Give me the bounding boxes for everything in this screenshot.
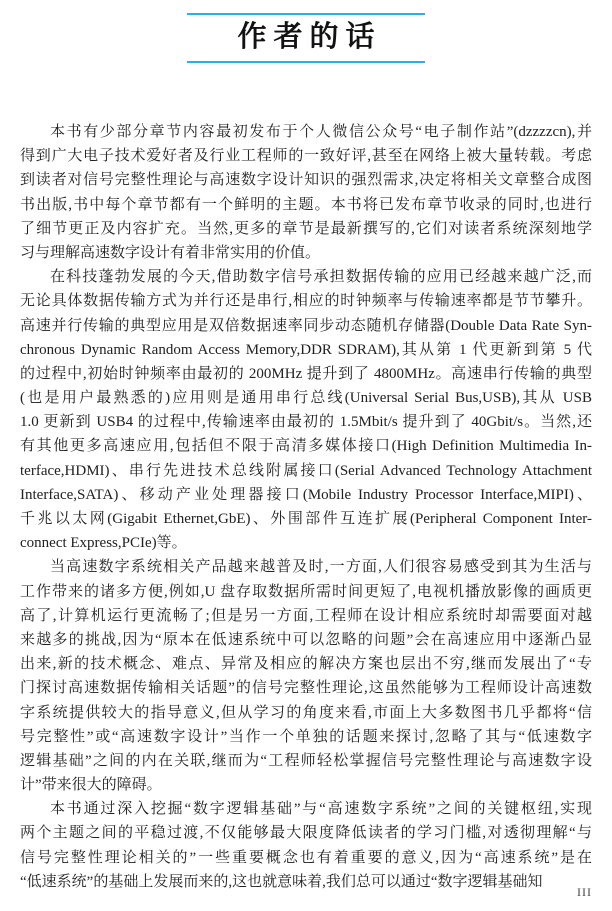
text-line: 有其他更多高速应用,包括但不限于高清多媒体接口(High Definition Multimedia In-	[20, 438, 592, 455]
text-line: 到读者对信号完整性理论与高速数字设计知识的强烈需求,决定将相关文章整合成图	[20, 172, 592, 189]
page-number: III	[577, 885, 592, 899]
text-line: 逻辑基础”之间的内在关联,继而为“工程师轻松掌握信号完整性理论与高速数字设	[20, 752, 592, 769]
text-line: 本书有少部分章节内容最初发布于个人微信公众号“电子制作站”(dzzzzcn),并	[50, 124, 592, 140]
text-line: (也是用户最熟悉的)应用则是通用串行总线(Universal Serial Bus,USB),其从 USB	[20, 390, 592, 407]
text-line: Interface,SATA)、移动产业处理器接口(Mobile Industry Processor Interface,MIPI)、	[20, 486, 592, 503]
text-line: 当高速数字系统相关产品越来越普及时,一方面,人们很容易感受到其为生活与	[50, 559, 592, 576]
text-line: 无论具体数据传输方式为并行还是串行,相应的时钟频率与传输速率都是节节攀升。	[20, 293, 592, 310]
text-line: 得到广大电子技术爱好者及行业工程师的一致好评,甚至在网络上被大量转载。考虑	[20, 148, 592, 165]
text-line: 本书通过深入挖掘“数字逻辑基础”与“高速数字系统”之间的关键枢纽,实现	[50, 801, 592, 818]
text-line: 习与理解高速数字设计有着非常实用的价值。	[20, 244, 321, 261]
text-line: 的过程中,初始时钟频率由最初的 200MHz 提升到了 4800MHz。高速串行传输的典型	[20, 365, 592, 382]
text-line: chronous Dynamic Random Access Memory,DDR SDRAM),其从第 1 代更新到第 5 代	[20, 341, 592, 358]
text-line: 在科技蓬勃发展的今天,借助数字信号承担数据传输的应用已经越来越广泛,而	[50, 269, 592, 286]
chapter-title-block	[187, 13, 425, 63]
text-line: 信号完整性理论相关的”一些重要概念也有着重要的意义,因为“高速系统”是在	[20, 849, 592, 866]
body-text	[20, 120, 592, 894]
text-line: 字系统提供较大的指导意义,但从学习的角度来看,市面上大多数图书几乎都将“信	[20, 704, 592, 721]
text-line: 工作带来的诸多方便,例如,U 盘存取数据所需时间更短了,电视机播放影像的画质更	[20, 583, 592, 600]
text-line: 来越多的挑战,因为“原本在低速系统中可以忽略的问题”会在高速应用中逐渐凸显	[20, 631, 592, 648]
text-line: 两个主题之间的平稳过渡,不仅能够最大限度降低读者的学习门槛,对透彻理解“与	[20, 825, 592, 842]
text-line: 计”带来很大的障碍。	[20, 777, 162, 794]
text-line: 高速并行传输的典型应用是双倍数据速率同步动态随机存储器(Double Data Rate Syn-	[20, 317, 592, 334]
text-line: 高了,计算机运行更流畅了;但是另一方面,工程师在设计相应系统时却需要面对越	[20, 607, 592, 624]
text-line: connect Express,PCIe)等。	[20, 535, 187, 552]
text-line: terface,HDMI)、串行先进技术总线附属接口(Serial Advanced Technology Attachment	[20, 462, 592, 479]
text-line: 号完整性”或“高速数字设计”当作一个单独的话题来探讨,忽略了其与“低速数字	[20, 728, 592, 745]
text-line: “低速系统”的基础上发展而来的,这也就意味着,我们总可以通过“数字逻辑基础知	[20, 873, 543, 890]
text-line: 出来,新的技术概念、难点、异常及相应的解决方案也层出不穷,继而发展出了“专	[20, 656, 592, 673]
text-line: 了细节更正及内容扩充。当然,更多的章节是最新撰写的,它们对读者系统深刻地学	[20, 220, 592, 237]
text-line: 1.0 更新到 USB4 的过程中,传输速率由最初的 1.5Mbit/s 提升到了 40Gbit/s。当然,还	[20, 414, 592, 431]
text-line: 千兆以太网(Gigabit Ethernet,GbE)、外围部件互连扩展(Peripheral Component Inter-	[20, 511, 592, 527]
text-line: 门探讨高速数据传输相关话题”的信号完整性理论,这虽然能够为工程师设计高速数	[20, 680, 592, 697]
text-line: 书出版,书中每个章节都有一个鲜明的主题。本书将已发布章节收录的同时,也进行	[20, 196, 592, 213]
page-title: 作者的话	[237, 21, 382, 53]
